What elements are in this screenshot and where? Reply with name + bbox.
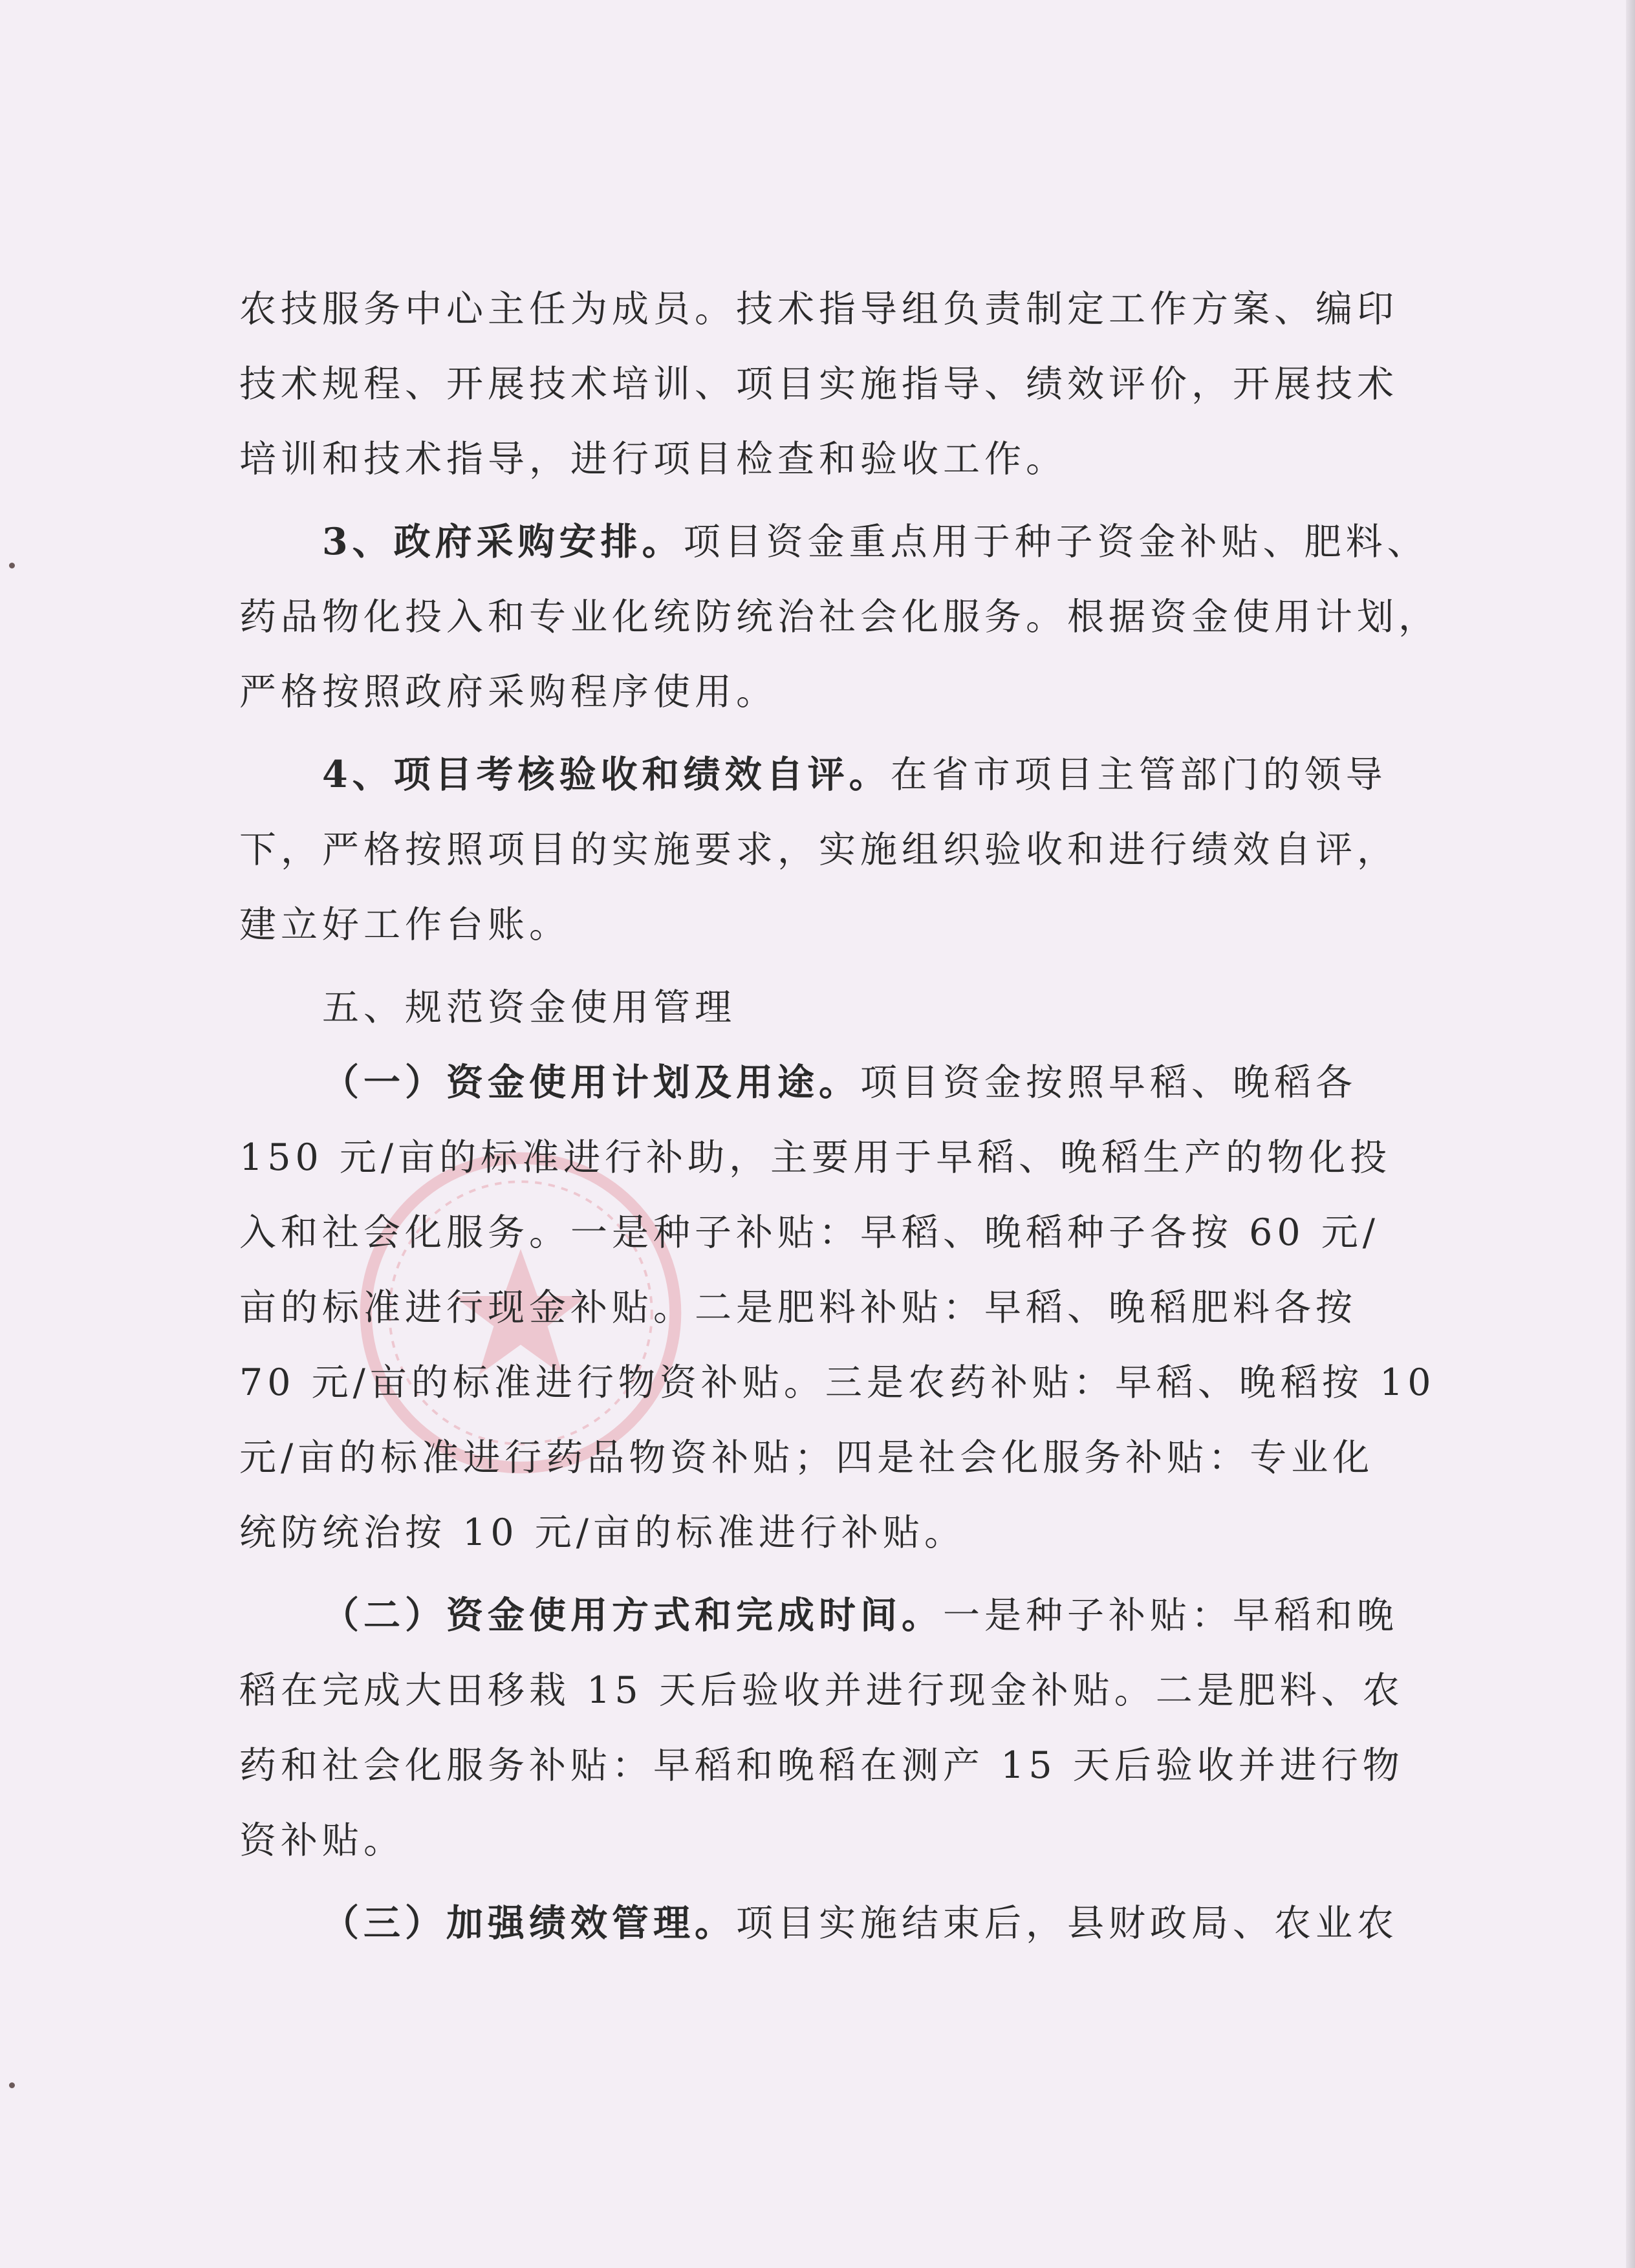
paragraph-item-3 [239,504,1440,729]
text-line [239,1886,1416,1961]
section-heading: 五、规范资金使用管理 [322,986,736,1029]
paragraph-intro [239,272,1416,497]
sub-2-title: （二）资金使用方式和完成时间。 [322,1593,943,1637]
text-line: 农技服务中心主任为成员。技术指导组负责制定工作方案、编印 [239,288,1398,330]
text-line: 培训和技术指导，进行项目检查和验收工作。 [239,438,1067,481]
text-line: 元/亩的标准进行药品物资补贴；四是社会化服务补贴：专业化 [239,1436,1374,1479]
item-3-text: 项目资金重点用于种子资金补贴、肥料、 [683,521,1429,563]
item-4-text: 在省市项目主管部门的领导 [890,753,1387,796]
text-line: 70 元/亩的标准进行物资补贴。三是农药补贴：早稻、晚稻按 10 [239,1361,1436,1404]
item-3-title: 3、政府采购安排。 [322,520,684,563]
sub-2-text: 一是种子补贴：早稻和晚 [943,1594,1398,1637]
scan-speck [9,2082,15,2088]
section-5 [239,970,1416,1045]
text-line: 统防统治按 10 元/亩的标准进行补贴。 [239,1511,966,1554]
text-line: 严格按照政府采购程序使用。 [239,671,777,713]
sub-1-text: 项目资金按照早稻、晚稻各 [860,1061,1357,1104]
text-line: 药和社会化服务补贴：早稻和晚稻在测产 15 天后验收并进行物 [239,1744,1404,1787]
text-line: 150 元/亩的标准进行补助，主要用于早稻、晚稻生产的物化投 [239,1136,1392,1179]
sub-3-text: 项目实施结束后，县财政局、农业农 [736,1902,1398,1945]
text-line [239,737,1416,812]
text-line: 入和社会化服务。一是种子补贴：早稻、晚稻种子各按 60 元/ [239,1211,1380,1254]
document-body [239,272,1440,1961]
text-line [239,1045,1416,1120]
text-line: 下，严格按照项目的实施要求，实施组织验收和进行绩效自评， [239,828,1398,871]
text-line [239,1578,1416,1653]
paragraph-item-4 [239,737,1416,962]
scan-speck [9,563,15,568]
text-line: 药品物化投入和专业化统防统治社会化服务。根据资金使用计划， [239,596,1440,638]
text-line: 亩的标准进行现金补贴。二是肥料补贴：早稻、晚稻肥料各按 [239,1286,1357,1329]
text-line: 建立好工作台账。 [239,903,570,946]
sub-1-title: （一）资金使用计划及用途。 [322,1061,860,1104]
text-line: 技术规程、开展技术培训、项目实施指导、绩效评价，开展技术 [239,363,1398,405]
paragraph-sub-2 [239,1578,1416,1878]
text-line: 资补贴。 [239,1819,405,1862]
paragraph-sub-1 [239,1045,1436,1570]
text-line [239,504,1429,579]
text-line: 稻在完成大田移栽 15 天后验收并进行现金补贴。二是肥料、农 [239,1669,1404,1712]
paragraph-sub-3 [239,1886,1416,1961]
scan-edge [1626,0,1635,2268]
sub-3-title: （三）加强绩效管理。 [322,1901,736,1945]
item-4-title: 4、项目考核验收和绩效自评。 [322,753,891,796]
